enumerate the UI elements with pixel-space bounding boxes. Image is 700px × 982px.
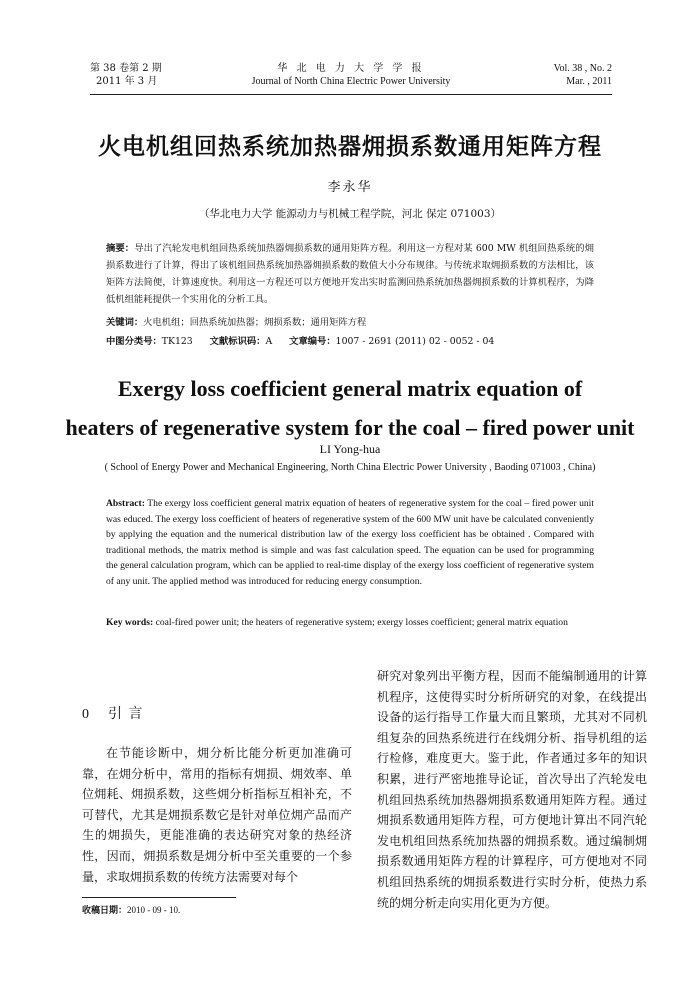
footnote-label: 收稿日期： [82, 906, 128, 916]
abstract-en [106, 496, 594, 589]
title-en-line-1: Exergy loss coefficient general matrix equation of [117, 376, 583, 401]
footnote-rule [82, 897, 236, 898]
keywords-cn [106, 314, 594, 331]
body-column-left [82, 743, 352, 887]
footnote-value: 2010 - 09 - 10. [127, 905, 181, 915]
abstract-cn-text: 导出了汽轮发电机组回热系统加热器㶲损系数的通用矩阵方程。利用这一方程对某 600 MW 机组回热系统的㶲损系数进行了计算，得出了该机组回热系统加热器㶲损系数的数值大小分布规律。与传统求取㶲损系数的方法相比，该矩阵方法简便，计算速度快。利用这一方程还可以方便地开发出实时监测回热系统加热器㶲损系数的计算机程序，为降低机组能耗提供一个实用化的分析工具。 [106, 243, 594, 305]
title-en-line-2: heaters of regenerative system for the coal – fired power unit [65, 415, 635, 440]
clc-value: TK123 [161, 336, 193, 347]
doc-code-value: A [265, 336, 273, 347]
section-title: 引 言 [108, 706, 144, 722]
body-column-right [377, 666, 647, 913]
header-center [90, 62, 612, 88]
running-header [90, 62, 612, 96]
title-cn: 火电机组回热系统加热器㶲损系数通用矩阵方程 [98, 134, 602, 160]
doc-code-label: 文献标识码： [209, 336, 266, 347]
section-number: 0 [82, 707, 90, 722]
volume-en: Vol. 38 , No. 2 [553, 63, 612, 74]
author-en: LI Yong-hua [319, 442, 381, 456]
footnote-received-date [82, 903, 180, 916]
abstract-en-label: Abstract: [106, 498, 145, 509]
body-paragraph-continued: 研究对象列出平衡方程，因而不能编制通用的计算机程序，这使得实时分析所研究的对象，在线提出设备的运行指导工作量大而且繁琐，尤其对不同机组复杂的回热系统进行在线㶲分析、指导机组的运行检修，难度更大。鉴于此，作者通过多年的知识积累，进行严密地推导论证，首次导出了汽轮发电机组回热系统加热器㶲损系数通用矩阵方程。通过㶲损系数通用矩阵方程，可方便地计算出不同汽轮发电机组回热系统加热器的㶲损系数。通过编制㶲损系数通用矩阵方程的计算程序，可方便地对不同机组回热系统的㶲损系数进行实时分析，使热力系统的㶲分析走向实用化更为方便。 [377, 669, 647, 910]
journal-name-en: Journal of North China Electric Power University [251, 76, 451, 87]
abstract-en-text: The exergy loss coefficient general matrix equation of heaters of regenerative system for the coal – fired power unit was educed. The exergy loss coefficient of heaters of regenerative system of the 600 MW unit have be calculated conveniently by applying the equation and the numerical distribution law of the exergy loss coefficient has be obtained . Compared with traditional methods, the matrix method is simple and was fast calculation speed. The equation can be used for programming the general calculation program, which can be applied to real-time display of the exergy loss coefficient of regenerative system of any unit. The applied method was introduced for reducing energy consumption. [106, 498, 595, 587]
keywords-en [106, 615, 594, 631]
journal-name-cn: 华 北 电 力 大 学 学 报 [277, 63, 425, 74]
keywords-en-label: Key words: [106, 617, 154, 628]
article-no-label: 文章编号： [289, 336, 336, 347]
affiliation-en: ( School of Energy Power and Mechanical Engineering, North China Electric Power University , Baoding 071003 , China) [104, 462, 596, 473]
section-heading [82, 703, 143, 723]
abstract-cn [106, 240, 594, 308]
header-rule [90, 94, 612, 95]
author-cn: 李永华 [327, 180, 373, 195]
classification-line [106, 333, 594, 350]
date-en: Mar. , 2011 [566, 76, 612, 87]
clc-label: 中图分类号： [106, 336, 162, 347]
affiliation-cn: （华北电力大学 能源动力与机械工程学院，河北 保定 071003） [198, 208, 502, 220]
article-no-value: 1007 - 2691 (2011) 02 - 0052 - 04 [335, 336, 495, 347]
header-right [554, 62, 612, 88]
date-cn: 2011 年 3 月 [96, 76, 158, 87]
title-en [40, 372, 660, 444]
keywords-en-text: coal-fired power unit; the heaters of regenerative system; exergy losses coefficient; general matrix equation [155, 617, 568, 628]
body-paragraph: 在节能诊断中，㶲分析比能分析更加准确可靠，在㶲分析中，常用的指标有㶲损、㶲效率、单位㶲耗、㶲损系数，这些㶲分析指标互相补充，不可替代，尤其是㶲损系数它是针对单位㶲产品而产生的㶲损失，更能准确的表达研究对象的热经济性，因而，㶲损系数是㶲分析中至关重要的一个参量，求取㶲损系数的传统方法需要对每个 [82, 746, 352, 884]
abstract-cn-label: 摘要： [106, 243, 135, 254]
keywords-cn-label: 关键词： [106, 317, 144, 328]
keywords-cn-text: 火电机组；回热系统加热器；㶲损系数；通用矩阵方程 [143, 317, 367, 328]
volume-cn: 第 38 卷第 2 期 [90, 63, 162, 74]
